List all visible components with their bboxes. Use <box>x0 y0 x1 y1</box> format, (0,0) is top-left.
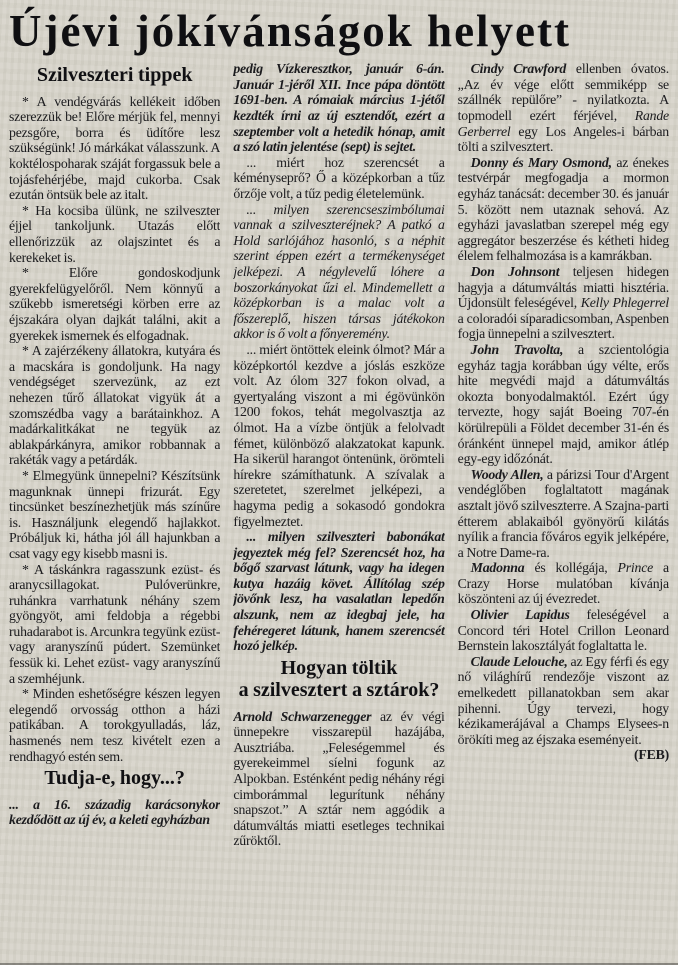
text-run: Cindy Crawford <box>470 61 567 77</box>
paragraph <box>9 265 220 343</box>
paragraph <box>9 468 220 562</box>
text-run: Kelly Phlegerrel <box>580 295 669 311</box>
text-run: ... milyen szilveszteri babonákat jegyeztek még fel? Szerencsét hoz, ha bőgő szarvast látunk, vagy ha idegen kutya hazáig követ. Állítólag szép jövőnk lesz, ha vasalatlan lepedőn alszunk, nem az idegbaj jele, ha fehéregeret látunk, hanem szerencsét hozó jelkép. <box>233 529 445 654</box>
text-run: (FEB) <box>633 747 669 763</box>
text-run: Don Johnsont <box>470 264 560 280</box>
text-run: Claude Lelouche, <box>470 653 568 669</box>
text-run: a szcientológia egyház tagja korábban úgy vélte, erős hite megvédi majd a dátumváltás okozta bonyodalmaktól. Ezért úgy tervezte, hogy saját Boeing 707-én körülrepüli a Földet december 31-én és óránként ünnepel majd, amikor átlép egy-egy időzónát. <box>457 341 669 467</box>
text-run: az Egy férfi és egy nő világhírű rendezője viszont az emelkedett pillanatokban sem akar pihenni. Úgy tervezi, hogy kézikamerájával a Champs Elysees-n örökíti meg az éjszaka eseményeit. <box>457 653 669 747</box>
text-run: ... miért hoz szerencsét a kéményseprő? Ő a középkorban a tűz őrzője volt, a tűz pedig életelemünk. <box>233 154 445 202</box>
text-run: ... a 16. századig karácsonykor kezdődött az új év, a keleti egyházban <box>9 796 221 828</box>
paragraph <box>233 155 444 202</box>
section-heading-line: Tudja-e, hogy...? <box>44 767 185 790</box>
column-1 <box>9 61 220 958</box>
text-run: * Minden eshetőségre készen legyen elegendő orvosság otthon a házi patikában. A torokgyulladás, láz, hasmenés nem tesz kivételt ezen a rendhagyó estén sem. <box>9 686 221 764</box>
text-run: * Ha kocsiba ülünk, ne szilveszter éjjel tankoljunk. Utazás előtt ellenőrizzük az olajszintet és a kerekeket is. <box>9 202 221 265</box>
paragraph <box>458 155 669 264</box>
text-run: teljesen hidegen hagyja a dátumváltás miatti hisztéria. Újdonsült feleségével, <box>457 264 669 311</box>
text-run: * Elmegyünk ünnepelni? Készítsünk magunknak ünnepi frizurát. Egy tincsünket beszínezhetjük más színűre is. Használjunk elegendő hajlakkot. Próbáljuk ki, hátha jól áll hajunkban a csat vagy egy kisebb masni is. <box>9 467 221 561</box>
paragraph <box>233 529 444 654</box>
text-run: * Előre gondoskodjunk gyerekfelügyelőről. Nem könnyű a szűkebb ismeretségi körben erre az éjszakára olyan dajkát találni, akit a gyerekek ismernek és elfogadnak. <box>9 265 221 343</box>
text-run: a Crazy Horse mulatóban kívánja köszönteni az új évezredet. <box>457 560 669 607</box>
text-run: Donny és Mary Osmond, <box>470 154 612 170</box>
text-run: Woody Allen, <box>470 466 544 482</box>
text-run: Olivier Lapidus <box>470 607 570 623</box>
section-heading-line: Szilveszteri tippek <box>36 64 193 87</box>
section-heading-line: a szilvesztert a sztárok? <box>238 679 440 702</box>
text-run: Arnold Schwarzenegger <box>233 708 372 724</box>
text-run: ... milyen szerencseszimbólumai vannak a szilveszteréjnek? A patkó a Hold sarlójához hasonló, s a néphit szerint éppen ezért a termékenységet jelképezi. A négylevelű lóhere a boszorkányokat űzi el. Mindemellett a középkorban is a malac volt a főszereplő, hiszen társas játékokon akkor is ő volt a főnyeremény. <box>233 201 445 342</box>
section-heading-hogyan-toltik <box>233 657 444 702</box>
text-run: pedig Vízkeresztkor, január 6-án. Január 1-jéről XII. Ince pápa döntött 1691-ben. A rómaiak március 1-jétől kezdték írni az új esztendőt, ezért a szeptember volt a hetedik hónap, amit a szó latin jelentése (sept) is sejtet. <box>233 61 445 155</box>
text-run: feleségével a Concord téri Hotel Crillon Leonard Bernstein lakosztályát foglaltatta le. <box>457 607 669 654</box>
text-run: ... miért öntöttek eleink ólmot? Már a középkortól kezdve a jóslás eszköze volt. Az ólom 327 fokon olvad, a gyertyaláng viszont a mi égövünkön 1200 fokos, tehát megolvasztja az ólmot. Ha a vízbe öntjük a felolvadt fémet, különböző alakzatokat kapunk. Ha sikerül harangot öntenünk, örömteli hírekre számíthatunk. A szívalak a szeretetet, szerelmet jelképezi, a hagyma pedig a sokasodó gondokra figyelmeztet. <box>233 341 445 529</box>
paragraph <box>233 342 444 529</box>
paragraph <box>458 342 669 467</box>
article-columns <box>9 61 669 958</box>
paragraph <box>233 61 444 155</box>
text-run: a párizsi Tour d'Argent vendéglőben foglaltatott magának asztalt jövő szilveszterre. A Szajna-parti étterem ablakaiból gyönyörű kilátás nyílik a francia főváros egyik jelképére, a Notre Dame-ra. <box>457 466 669 560</box>
text-run: Prince <box>617 560 654 576</box>
paragraph <box>9 203 220 265</box>
paragraph <box>9 686 220 764</box>
text-run: Rande Gerberrel <box>457 108 669 139</box>
paragraph <box>233 202 444 342</box>
paragraph <box>9 343 220 468</box>
text-run: egy Los Angeles-i bárban tölti a szilvesztert. <box>457 123 669 155</box>
section-heading-tudja-e <box>9 767 220 789</box>
text-run: az énekes testvérpár megfogadja a mormon egyház tanácsát: december 30. és január 5. között nem utaznak sehová. Az egyházi javaslatban szerepel még egy aggregátor beszerzése és kétheti hideg élelem felhalmozása is a kamrákban. <box>457 154 669 264</box>
paragraph <box>9 562 220 687</box>
text-run: John Travolta, <box>470 341 564 357</box>
column-2 <box>233 61 444 958</box>
text-run: és kollégája, <box>524 560 618 576</box>
paragraph <box>9 797 220 828</box>
paragraph <box>458 467 669 561</box>
author-signature <box>458 747 669 763</box>
paragraph <box>458 264 669 342</box>
paragraph <box>458 607 669 654</box>
paragraph <box>9 94 220 203</box>
text-run: * A vendégvárás kellékeit időben szerezzük be! Előre mérjük fel, mennyi pezsgőre, borra és üdítőre lesz szükségünk! Jó márkákat válasszunk. A koktélospoharak száját forgassuk bele a tojásfehérjébe, majd cukorba. Csak ezután öntsük bele az italt. <box>9 93 221 203</box>
section-heading-line: Hogyan töltik <box>280 656 398 679</box>
text-run: Madonna <box>470 560 525 576</box>
paragraph <box>458 654 669 748</box>
paragraph <box>458 61 669 155</box>
paragraph <box>458 560 669 607</box>
column-3 <box>458 61 669 958</box>
text-run: az év végi ünnepekre visszarepül hazájába, Ausztriába. „Feleségemmel és gyerekeimmel síelni fogunk az Alpokban. Esténként pedig néhány régi cimborámmal legurítunk néhány snapszot.” A sztár nem aggódik a dátumváltás miatti esetleges technikai zűröktől. <box>233 708 445 849</box>
text-run: * A táskánkra ragasszunk ezüst- és aranycsillagokat. Pulóverünkre, ruhánkra varrhatunk néhány szem gyöngyöt, ami feldobja a régebbi ruhadarabot is. Arcunkra tegyünk ezüst- vagy aranyszínű púdert. Szemünket fessük ki. Lehet ezüst- vagy aranyszínű a szemhéjunk. <box>9 561 221 686</box>
text-run: * A zajérzékeny állatokra, kutyára és a macskára is gondoljunk. Ha nagy vendégséget szervezünk, az ezt nehezen tűrő állatokat vigyük át a szomszédba vagy a barátainkhoz. A madárkalitkákat ne tegyük az ablakpárkányra, amikor robbannak a rakéták vagy a petárdák. <box>9 343 221 468</box>
text-run: a coloradói síparadicsomban, Aspenben fogja ünnepelni a szilvesztert. <box>457 310 669 342</box>
paragraph <box>233 709 444 849</box>
article-title: Újévi jókívánságok helyett <box>9 6 571 56</box>
text-run: ellenben óvatos. „Az év vége előtt semmiképp se szállnék repülőre” - nyilatkozta. A topmodell ezért férjével, <box>457 61 669 124</box>
section-heading-szilveszteri-tippek <box>9 64 220 86</box>
